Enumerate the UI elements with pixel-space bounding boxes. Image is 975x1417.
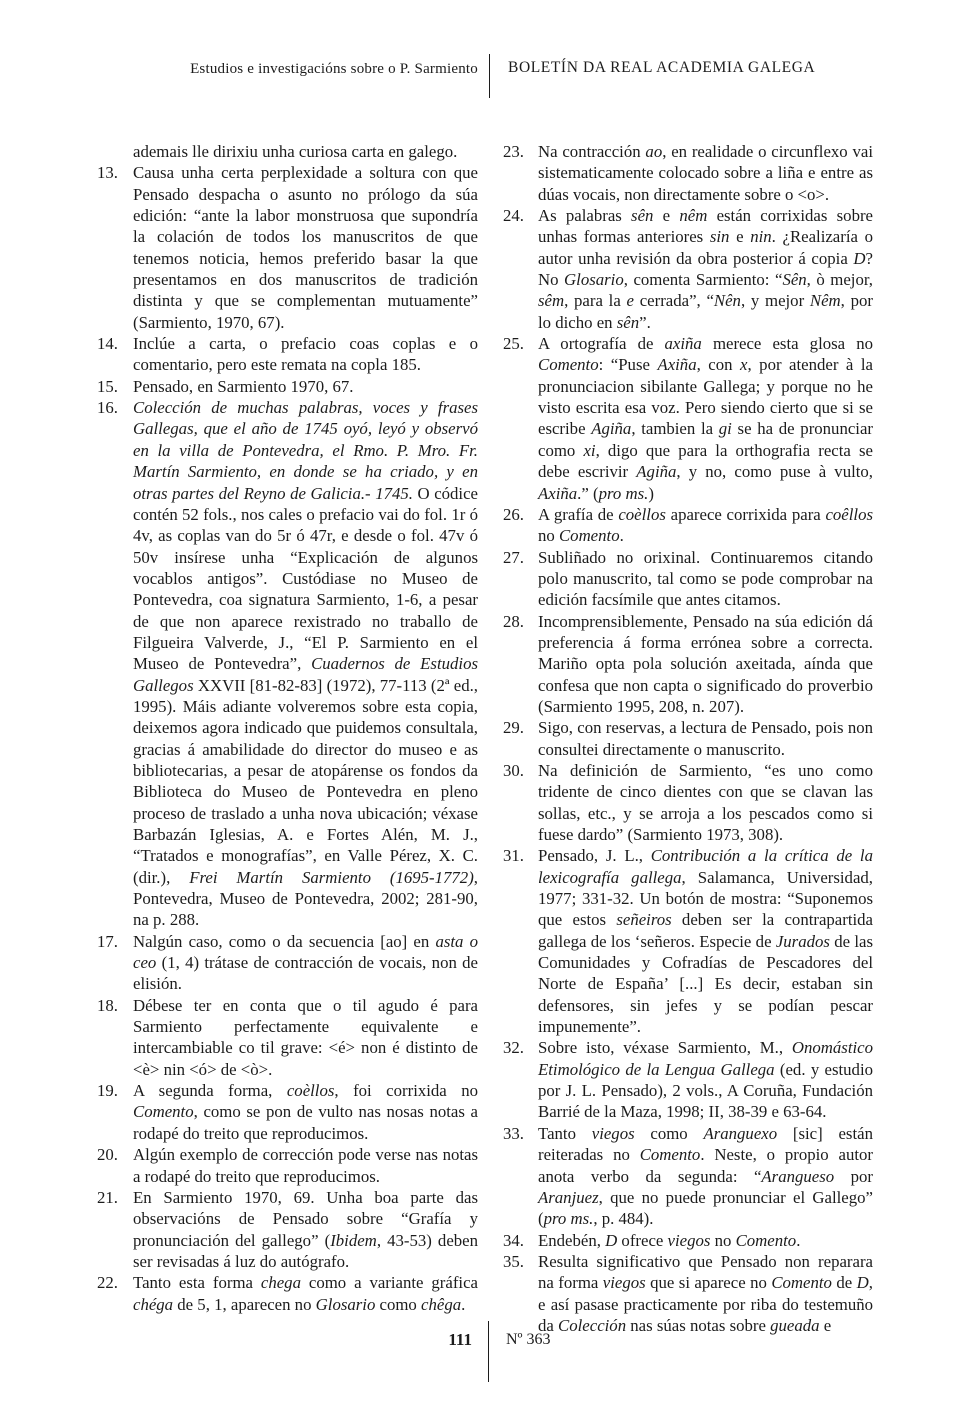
footnote-number: 28.	[503, 611, 524, 631]
footnote-item	[503, 760, 873, 845]
footnote-number: 32.	[503, 1038, 524, 1058]
footnote-number: 26.	[503, 504, 524, 524]
footnote-text: Incomprensiblemente, Pensado na súa edición dá preferencia á forma errónea sobre a correcta. Mariño opta pola solución axeitada, aínda que confesa que non capta o significado do proverbio (Sarmiento 1995, 208, n. 207).	[538, 611, 873, 716]
footnote-text: A grafía de coèllos aparece corrixida para coêllos no Comento.	[538, 504, 874, 546]
footnote-number: 14.	[97, 334, 118, 354]
footnote-item	[97, 1187, 478, 1272]
footnote-number: 35.	[503, 1251, 524, 1271]
footnote-item	[503, 845, 873, 1037]
running-head-journal-title: BOLETÍN DA REAL ACADEMIA GALEGA	[508, 59, 816, 76]
footnote-text: Nalgún caso, como o da secuencia [ao] en asta o ceo (1, 4) trátase de contracción de vocais, non de elisión.	[133, 931, 478, 994]
footnote-item	[503, 1123, 873, 1230]
footnote-item	[97, 931, 478, 995]
footnote-text: A ortografía de axiña merece esta glosa no Comento: “Puse Axiña, con x, por atender à la pronunciacion sibilante Gallega; y porque no he visto escrita esa voz. Pero siendo cierto que si se escribe Agiña, tambien la gi se ha de pronunciar como xi, digo que para la orthografia recta se debe escrivir Agiña, y no, como puse à vulto, Axiña.” (pro ms.)	[538, 334, 874, 503]
footnote-text: Sobre isto, véxase Sarmiento, M., Onomástico Etimológico de la Lengua Gallega (ed. y estudio por J. L. Pensado), 2 vols., A Coruña, Fundación Barrié de la Maza, 1998; II, 38-39 e 63-64.	[538, 1038, 873, 1122]
footnote-text: Causa unha certa perplexidade a soltura con que Pensado despacha o asunto no prólogo da súa edición: “ante la labor monstruosa que supondría la colación de todos los manuscritos de que tenemos noticia, hemos preferido basar la que presentamos en dos manuscritos de tradición distinta y que se complementan mutuamente” (Sarmiento, 1970, 67).	[133, 163, 478, 332]
footnote-text: Na contracción ao, en realidade o circunflexo vai sistematicamente colocado sobre a liña e entre as dúas vocais, non directamente sobre o <o>.	[538, 142, 873, 204]
notes-column-right	[503, 141, 873, 1336]
footnote-number: 19.	[97, 1081, 118, 1101]
footnote-item	[503, 205, 873, 333]
notes-column-left	[97, 141, 478, 1315]
footnote-item	[97, 397, 478, 931]
footnote-number: 13.	[97, 163, 118, 183]
footer-divider-rule	[488, 1321, 489, 1382]
footnote-text: ademais lle dirixiu unha curiosa carta en galego.	[133, 142, 458, 161]
footnote-item	[97, 162, 478, 333]
footnote-text: Algún exemplo de corrección pode verse nas notas a rodapé do treito que reproducimos.	[133, 1145, 478, 1186]
footnote-number: 33.	[503, 1123, 524, 1143]
footnote-text: Resulta significativo que Pensado non reparara na forma viegos que si aparece no Comento de D, e así pasase practicamente por riba do testemuño da Colección nas súas notas sobre gueada e	[538, 1251, 873, 1335]
footnote-item	[503, 141, 873, 205]
footnote-number: 27.	[503, 547, 524, 567]
footnote-number: 21.	[97, 1187, 118, 1207]
footnote-number: 18.	[97, 995, 118, 1015]
footnote-number: 29.	[503, 718, 524, 738]
footnote-number: 24.	[503, 206, 524, 226]
issue-number: Nº 363	[506, 1331, 551, 1348]
footnote-text: Tanto esta forma chega como a variante gráfica chéga de 5, 1, aparecen no Glosario como chêga.	[133, 1273, 478, 1314]
footnote-number: 17.	[97, 931, 118, 951]
footnote-item	[503, 1251, 873, 1336]
footnote-number: 30.	[503, 760, 524, 780]
header-divider-rule	[489, 54, 490, 98]
footnote-item	[503, 1230, 873, 1251]
footnote-number: 25.	[503, 334, 524, 354]
footnote-number: 34.	[503, 1230, 524, 1250]
footnote-text: Endebén, D ofrece viegos no Comento.	[538, 1230, 801, 1250]
footnote-text: Pensado, en Sarmiento 1970, 67.	[133, 376, 354, 396]
running-head-article-title: Estudios e investigacións sobre o P. Sarmiento	[190, 61, 478, 77]
footnote-text: Inclúe a carta, o prefacio coas coplas e o comentario, pero este remata na copla 185.	[133, 334, 478, 375]
footnote-item	[97, 376, 478, 397]
footnote-number: 23.	[503, 142, 524, 161]
footnote-text: As palabras sên e nêm están corrixidas sobre unhas formas anteriores sin e nin. ¿Realizaría o autor unha revisión da obra posterior á copia D? No Glosario, comenta Sarmiento: “Sên, ò mejor, sêm, para la e cerrada”, “Nên, y mejor Nêm, por lo dicho en sên”.	[538, 206, 873, 332]
footnote-text: Colección de muchas palabras, voces y frases Gallegas, que el año de 1745 oyó, leyó y observó en la villa de Pontevedra, el Rmo. P. Mro. Fr. Martín Sarmiento, en donde se ha criado, y en otras partes del Reyno de Galicia.- 1745. O códice contén 52 fols., nos cales o prefacio vai do fol. 1r ó 4v, as coplas van do 5r ó 47r, e desde o fol. 47v ó 50v insírese unha “Explicación de algunos vocablos antigos”. Custódiase no Museo de Pontevedra, coa signatura Sarmiento, 1-6, a pesar de que non aparece rexistrado no traballo de Filgueira Valverde, J., “El P. Sarmiento en el Museo de Pontevedra”, Cuadernos de Estudios Gallegos XXVII [81-82-83] (1972), 77-113 (2ª ed., 1995). Máis adiante volveremos sobre esta copia, deixemos agora indicado que puidemos consultala, gracias á amabilidade do director do museo e as bibliotecarias, a pesar de atopárense os fondos da Biblioteca do Museo de Pontevedra en pleno proceso de traslado a unha nova ubicación; véxase Barbazán Iglesias, A. e Fortes Alén, M. J., “Tratados e monografías”, en Valle Pérez, X. C. (dir.), Frei Martín Sarmiento (1695-1772), Pontevedra, Museo de Pontevedra, 2002; 281-90, na p. 288.	[133, 398, 478, 930]
footnote-number: 22.	[97, 1273, 118, 1293]
footnote-text: En Sarmiento 1970, 69. Unha boa parte das observacións de Pensado sobre “Grafía y pronunciación del gallego” (Ibidem, 43-53) deben ser revisadas á luz do autógrafo.	[133, 1187, 478, 1271]
footnote-item	[503, 1037, 873, 1122]
footnote-number: 15.	[97, 376, 118, 396]
footnote-item	[503, 333, 873, 504]
footnote-number: 16.	[97, 398, 118, 418]
footnote-item	[97, 333, 478, 376]
footnote-item	[503, 611, 873, 718]
footnote-text: Na definición de Sarmiento, “es uno como tridente de cinco dientes con que se clavan las sollas, etc., y se arroja a los pescados como si fuese dardo” (Sarmiento 1973, 308).	[538, 760, 873, 844]
footnote-item	[503, 547, 873, 611]
footnote-item	[97, 1080, 478, 1144]
footnote-item	[97, 995, 478, 1080]
footnote-text: Tanto viegos como Aranguexo [sic] están reiteradas no Comento. Neste, o propio autor anota verbo da segunda: “Arangueso por Aranjuez, que no puede pronunciar el Gallego” (pro ms., p. 484).	[538, 1123, 873, 1229]
footnote-text: Subliñado no orixinal. Continuaremos citando polo manuscrito, tal como se pode comprobar na edición facsímile que antes citamos.	[538, 547, 873, 610]
footnote-item	[97, 141, 478, 162]
footnote-text: Pensado, J. L., Contribución a la crítica de la lexicografía gallega, Salamanca, Universidad, 1977; 331-32. Un botón de mostra: “Suponemos que estos señeiros deben ser la contrapartida gallega de los ‘señeros. Especie de Jurados de las Comunidades y Cofradías de Pescadores del Norte de España’ [...] Es decir, estaban sin defensores, sin jefes y se podían pescar impunemente”.	[538, 846, 873, 1037]
page-number: 111	[448, 1330, 472, 1349]
footnote-item	[503, 717, 873, 760]
footnote-text: A segunda forma, coèllos, foi corrixida no Comento, como se pon de vulto nas nosas notas a rodapé do treito que reproducimos.	[133, 1081, 478, 1143]
footnote-item	[503, 504, 873, 547]
footnote-number: 20.	[97, 1145, 118, 1165]
footnote-text: Débese ter en conta que o til agudo é para Sarmiento perfectamente equivalente e intercambiable co til grave: <é> non é distinto de <è> nin <ó> de <ò>.	[133, 995, 478, 1079]
footnote-item	[97, 1144, 478, 1187]
footnote-number: 31.	[503, 846, 524, 866]
footnote-text: Sigo, con reservas, a lectura de Pensado, pois non consultei directamente o manuscrito.	[538, 718, 873, 759]
footnote-item	[97, 1272, 478, 1315]
